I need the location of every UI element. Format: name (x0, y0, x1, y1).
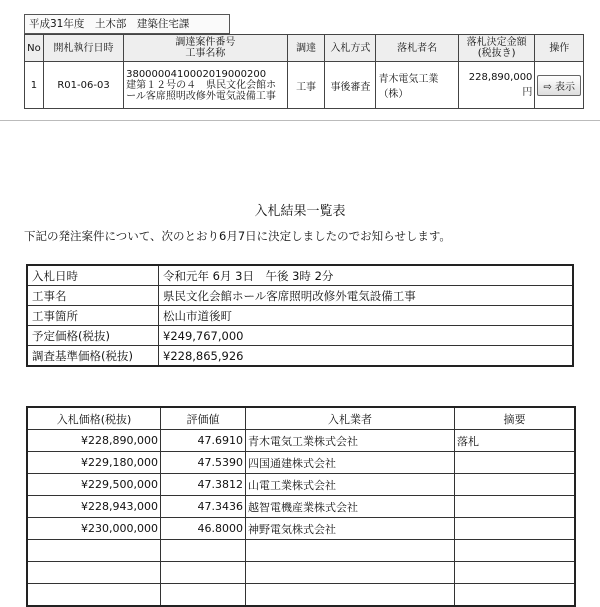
bid-score: 47.5390 (161, 452, 246, 474)
info-row (27, 286, 573, 306)
col-winner: 落札者名 (376, 35, 458, 62)
info-value: 令和元年 6月 3日 午後 3時 2分 (159, 265, 574, 286)
bid-company: 山電工業株式会社 (246, 474, 455, 496)
col-score: 評価値 (161, 407, 246, 430)
empty-row (27, 540, 575, 562)
bid-company: 四国通建株式会社 (246, 452, 455, 474)
bid-note (455, 474, 576, 496)
table-row (27, 496, 575, 518)
col-note: 摘要 (455, 407, 576, 430)
bid-score: 47.6910 (161, 430, 246, 452)
bid-note: 落札 (455, 430, 576, 452)
col-method: 入札方式 (325, 35, 376, 62)
row-procurement: 工事 (287, 62, 325, 109)
empty-cell (27, 584, 161, 607)
case-name: 建第１２号の４ 県民文化会館ホール客席照明改修外電気設備工事 (126, 79, 277, 102)
col-procurement: 調達 (287, 35, 325, 62)
document-intro: 下記の発注案件について、次のとおり6月7日に決定しましたのでお知らせします。 (24, 229, 451, 243)
info-row (27, 265, 573, 286)
info-value: ¥249,767,000 (159, 326, 574, 346)
bid-results-header (27, 407, 575, 430)
page-divider (0, 120, 600, 121)
info-row (27, 326, 573, 346)
bid-score: 46.8000 (161, 518, 246, 540)
table-row (27, 430, 575, 452)
row-case (124, 62, 288, 109)
empty-cell (27, 540, 161, 562)
col-bid-price: 入札価格(税抜) (27, 407, 161, 430)
document-title: 入札結果一覧表 (254, 204, 346, 219)
arrow-right-icon: ⇨ (543, 81, 552, 93)
empty-cell (161, 562, 246, 584)
empty-cell (246, 584, 455, 607)
bid-note (455, 496, 576, 518)
info-key: 予定価格(税抜) (27, 326, 159, 346)
col-company: 入札業者 (246, 407, 455, 430)
bid-info-table (26, 264, 574, 367)
empty-cell (246, 540, 455, 562)
empty-cell (161, 540, 246, 562)
bid-note (455, 452, 576, 474)
bid-price: ¥229,500,000 (27, 474, 161, 496)
bid-score: 47.3436 (161, 496, 246, 518)
empty-cell (455, 584, 576, 607)
info-value: 県民文化会館ホール客席照明改修外電気設備工事 (159, 286, 574, 306)
bid-company: 青木電気工業株式会社 (246, 430, 455, 452)
table-row (25, 62, 584, 109)
col-date: 開札執行日時 (43, 35, 123, 62)
col-no: No (25, 35, 44, 62)
show-button-label: 表示 (555, 81, 575, 93)
bid-price: ¥228,943,000 (27, 496, 161, 518)
info-key: 工事箇所 (27, 306, 159, 326)
info-row (27, 306, 573, 326)
info-value: 松山市道後町 (159, 306, 574, 326)
bid-price: ¥230,000,000 (27, 518, 161, 540)
row-winner: 青木電気工業（株） (376, 62, 458, 109)
table-row (27, 518, 575, 540)
row-no: 1 (25, 62, 44, 109)
info-key: 調査基準価格(税抜) (27, 346, 159, 367)
table-row (27, 452, 575, 474)
row-amount: 228,890,000円 (458, 62, 535, 109)
info-value: ¥228,865,926 (159, 346, 574, 367)
info-key: 工事名 (27, 286, 159, 306)
case-summary-table (24, 34, 584, 109)
empty-cell (455, 562, 576, 584)
col-action: 操作 (535, 35, 584, 62)
info-key: 入札日時 (27, 265, 159, 286)
bid-company: 越智電機産業株式会社 (246, 496, 455, 518)
col-amount: 落札決定金額 (税抜き) (458, 35, 535, 62)
empty-cell (246, 562, 455, 584)
bid-price: ¥229,180,000 (27, 452, 161, 474)
show-button[interactable] (537, 75, 581, 96)
department-label: 平成31年度 土木部 建築住宅課 (24, 14, 230, 34)
bid-price: ¥228,890,000 (27, 430, 161, 452)
col-case: 調達案件番号 工事名称 (124, 35, 288, 62)
bid-score: 47.3812 (161, 474, 246, 496)
row-action (535, 62, 584, 109)
empty-row (27, 562, 575, 584)
table-row (27, 474, 575, 496)
info-row (27, 346, 573, 367)
bid-company: 神野電気株式会社 (246, 518, 455, 540)
empty-cell (161, 584, 246, 607)
case-number: 380000041000201900020​0 (126, 68, 267, 80)
bid-results-table (26, 406, 576, 607)
bid-note (455, 518, 576, 540)
empty-row (27, 584, 575, 607)
empty-cell (455, 540, 576, 562)
row-method: 事後審査 (325, 62, 376, 109)
case-summary-header (25, 35, 584, 62)
empty-cell (27, 562, 161, 584)
row-date: R01-06-03 (43, 62, 123, 109)
